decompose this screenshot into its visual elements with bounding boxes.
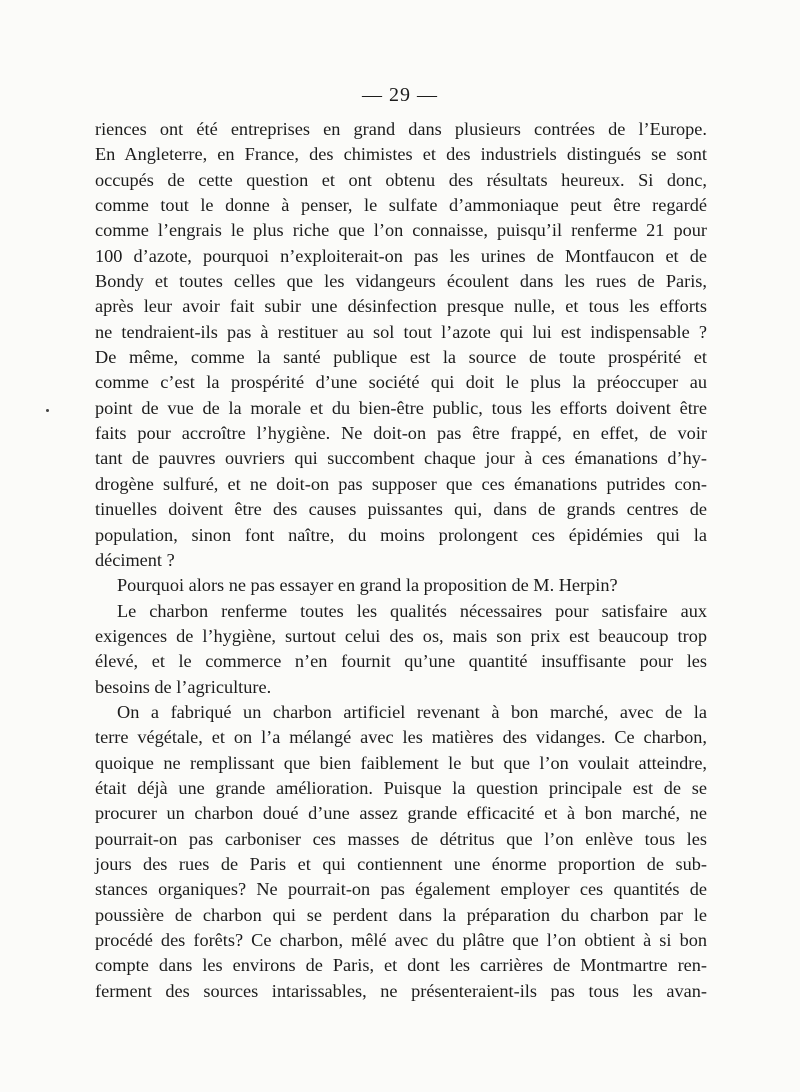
text-line: 100 d’azote, pourquoi n’exploiterait-on pas les urines de Montfaucon et de bbox=[95, 245, 707, 266]
text-line: pourrait-on pas carboniser ces masses de détritus que l’on enlève tous les bbox=[95, 828, 707, 849]
body-text bbox=[95, 117, 707, 1004]
text-line: riences ont été entreprises en grand dans plusieurs contrées de l’Europe. bbox=[95, 119, 707, 139]
page-number: — 29 — bbox=[362, 84, 438, 106]
text-line: stances organiques? Ne pourrait-on pas également employer ces quantités de bbox=[95, 879, 707, 900]
text-line: procurer un charbon doué d’une assez grande efficacité et à bon marché, ne bbox=[95, 803, 707, 824]
text-line: occupés de cette question et ont obtenu des résultats heureux. Si donc, bbox=[95, 169, 707, 190]
text-line: jours des rues de Paris et qui contiennent une énorme proportion de sub- bbox=[95, 853, 707, 874]
text-line: après leur avoir fait subir une désinfection presque nulle, et tous les efforts bbox=[95, 296, 707, 317]
ink-speck bbox=[46, 409, 49, 412]
text-line: poussière de charbon qui se perdent dans la préparation du charbon par le bbox=[95, 904, 707, 925]
text-line: exigences de l’hygiène, surtout celui des os, mais son prix est beaucoup trop bbox=[95, 625, 707, 646]
text-line: déciment ? bbox=[95, 549, 175, 570]
text-line: comme l’engrais le plus riche que l’on connaisse, puisqu’il renferme 21 pour bbox=[95, 220, 707, 241]
text-line: besoins de l’agriculture. bbox=[95, 676, 272, 697]
text-line: était déjà une grande amélioration. Puisque la question principale est de se bbox=[95, 777, 707, 798]
text-line: population, sinon font naître, du moins prolongent ces épidémies qui la bbox=[95, 524, 707, 545]
text-line: compte dans les environs de Paris, et dont les carrières de Montmartre ren- bbox=[95, 955, 707, 976]
text-line: Pourquoi alors ne pas essayer en grand la proposition de M. Herpin? bbox=[117, 575, 618, 596]
text-line: Le charbon renferme toutes les qualités nécessaires pour satisfaire aux bbox=[117, 600, 707, 621]
text-line: procédé des forêts? Ce charbon, mêlé avec du plâtre que l’on obtient à si bon bbox=[95, 930, 707, 950]
text-line: comme c’est la prospérité d’une société qui doit le plus la préoccuper au bbox=[95, 372, 707, 393]
text-line: drogène sulfuré, et ne doit-on pas supposer que ces émanations putrides con- bbox=[95, 473, 707, 494]
text-line: En Angleterre, en France, des chimistes et des industriels distingués se sont bbox=[95, 144, 707, 165]
text-line: point de vue de la morale et du bien-être public, tous les efforts doivent être bbox=[95, 397, 707, 418]
text-line: quoique ne remplissant que bien faiblement le but que l’on voulait atteindre, bbox=[95, 752, 707, 773]
text-line: faits pour accroître l’hygiène. Ne doit-on pas être frappé, en effet, de voir bbox=[95, 423, 707, 444]
text-line: Bondy et toutes celles que les vidangeurs écoulent dans les rues de Paris, bbox=[95, 271, 707, 292]
text-line: tinuelles doivent être des causes puissantes qui, dans de grands centres de bbox=[95, 499, 707, 520]
text-line: terre végétale, et on l’a mélangé avec les matières des vidanges. Ce charbon, bbox=[95, 727, 707, 748]
text-line: On a fabriqué un charbon artificiel revenant à bon marché, avec de la bbox=[117, 701, 707, 722]
text-line: comme tout le donne à penser, le sulfate d’ammoniaque peut être regardé bbox=[95, 195, 707, 216]
text-line: ne tendraient-ils pas à restituer au sol tout l’azote qui lui est indispensable ? bbox=[95, 321, 707, 342]
text-line: De même, comme la santé publique est la source de toute prospérité et bbox=[95, 347, 707, 368]
text-line: tant de pauvres ouvriers qui succombent chaque jour à ces émanations d’hy- bbox=[95, 448, 707, 469]
text-line: élevé, et le commerce n’en fournit qu’une quantité insuffisante pour les bbox=[95, 651, 707, 672]
text-line: ferment des sources intarissables, ne présenteraient-ils pas tous les avan- bbox=[95, 980, 707, 1001]
